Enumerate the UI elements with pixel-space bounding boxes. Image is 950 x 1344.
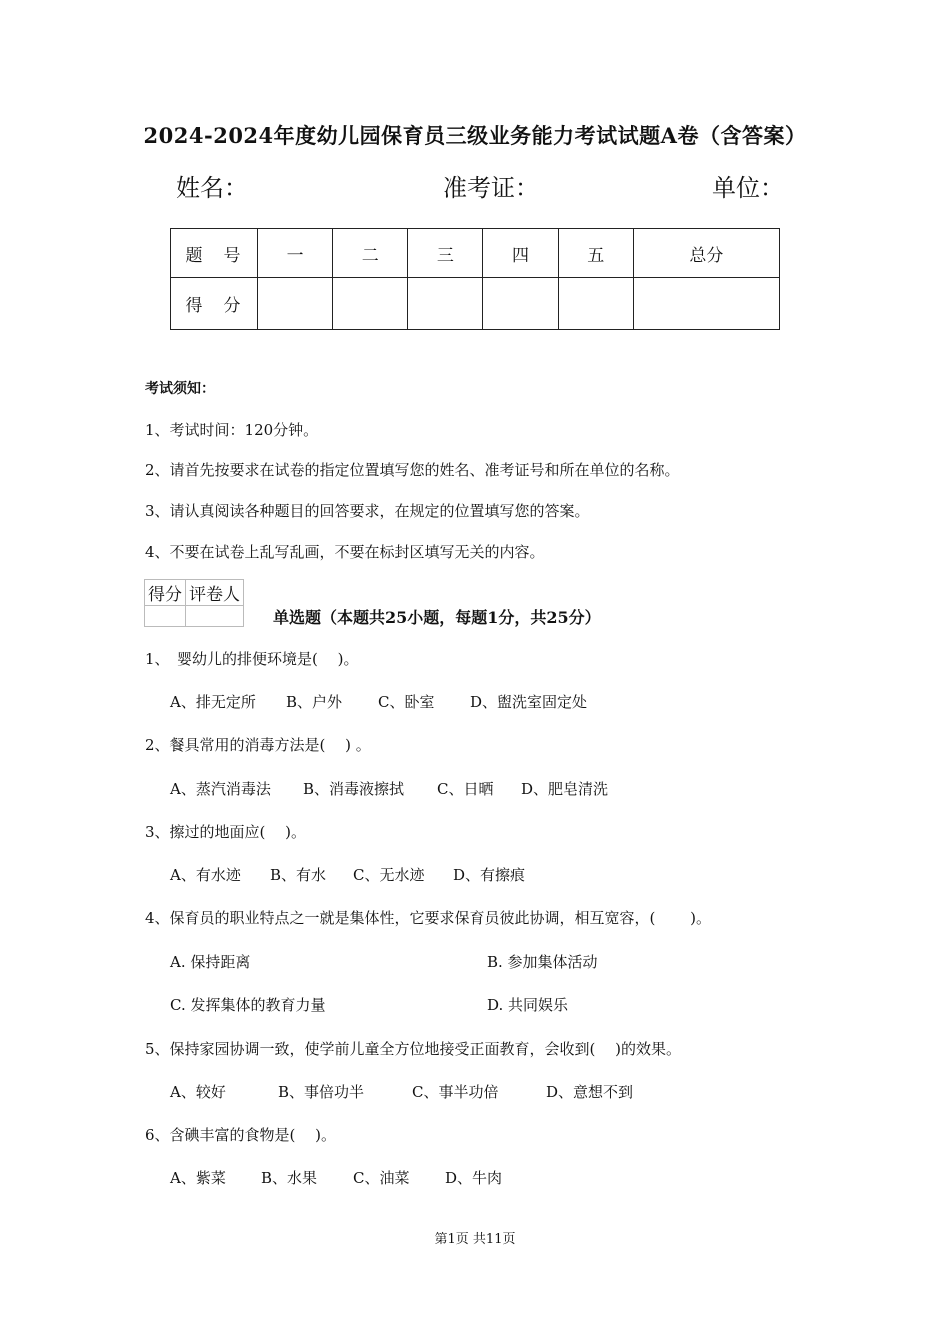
question-text: 4、保育员的职业特点之一就是集体性，它要求保育员彼此协调，相互宽容，( )。 — [145, 909, 712, 927]
option[interactable]: D、肥皂清洗 — [521, 780, 609, 798]
grader-score-label: 得分 — [145, 580, 186, 606]
notice-item: 2、请首先按要求在试卷的指定位置填写您的姓名、准考证号和所在单位的名称。 — [145, 461, 680, 479]
option[interactable]: A. 保持距离 — [170, 953, 251, 971]
notice-heading: 考试须知： — [145, 381, 215, 397]
notice-item: 3、请认真阅读各种题目的回答要求，在规定的位置填写您的答案。 — [145, 502, 590, 520]
score-label: 得 分 — [171, 278, 258, 330]
grader-score-cell[interactable] — [145, 606, 186, 627]
name-field-label: 姓名： — [176, 174, 248, 202]
option[interactable]: D、盥洗室固定处 — [470, 693, 588, 711]
exam-number-field-label: 准考证： — [443, 174, 539, 202]
column-1: 一 — [258, 229, 333, 278]
score-cell-3[interactable] — [408, 278, 483, 330]
option[interactable]: A、紫菜 — [170, 1169, 226, 1187]
option[interactable]: D. 共同娱乐 — [487, 996, 569, 1014]
unit-field-label: 单位： — [712, 174, 784, 202]
grader-reviewer-label: 评卷人 — [186, 580, 244, 606]
score-cell-total[interactable] — [633, 278, 779, 330]
option[interactable]: C、无水迹 — [353, 866, 425, 884]
notice-item: 4、不要在试卷上乱写乱画，不要在标封区填写无关的内容。 — [145, 543, 545, 561]
column-total: 总分 — [633, 229, 779, 278]
option[interactable]: D、牛肉 — [445, 1169, 503, 1187]
page-footer: 第1页 共11页 — [434, 1232, 516, 1247]
question-text: 6、含碘丰富的食物是( )。 — [145, 1126, 337, 1144]
score-cell-1[interactable] — [258, 278, 333, 330]
score-cell-4[interactable] — [483, 278, 558, 330]
option[interactable]: B、消毒液擦拭 — [303, 780, 405, 798]
option[interactable]: C、事半功倍 — [412, 1083, 499, 1101]
grader-reviewer-cell[interactable] — [186, 606, 244, 627]
score-table — [170, 228, 780, 330]
option[interactable]: C、日晒 — [437, 780, 494, 798]
score-table-score-row — [171, 278, 780, 330]
option[interactable]: B、水果 — [261, 1169, 318, 1187]
question-text: 2、餐具常用的消毒方法是( ) 。 — [145, 736, 371, 754]
grader-box — [144, 579, 244, 627]
notice-item: 1、考试时间：120分钟。 — [145, 421, 319, 439]
section-title: 单选题（本题共25小题，每题1分，共25分） — [273, 608, 601, 627]
score-table-header-row — [171, 229, 780, 278]
option[interactable]: D、有擦痕 — [453, 866, 526, 884]
question-text: 5、保持家园协调一致，使学前儿童全方位地接受正面教育，会收到( )的效果。 — [145, 1040, 682, 1058]
option[interactable]: C、油菜 — [353, 1169, 410, 1187]
question-text: 1、 婴幼儿的排便环境是( )。 — [145, 650, 359, 668]
question-number-label: 题 号 — [171, 229, 258, 278]
option[interactable]: B. 参加集体活动 — [487, 953, 598, 971]
column-3: 三 — [408, 229, 483, 278]
option[interactable]: B、有水 — [270, 866, 327, 884]
option[interactable]: A、排无定所 — [170, 693, 256, 711]
column-4: 四 — [483, 229, 558, 278]
option[interactable]: C、卧室 — [378, 693, 435, 711]
option[interactable]: B、户外 — [286, 693, 343, 711]
option[interactable]: D、意想不到 — [546, 1083, 634, 1101]
column-2: 二 — [333, 229, 408, 278]
score-cell-2[interactable] — [333, 278, 408, 330]
question-text: 3、擦过的地面应( )。 — [145, 823, 307, 841]
option[interactable]: A、蒸汽消毒法 — [170, 780, 271, 798]
page-title: 2024-2024年度幼儿园保育员三级业务能力考试试题A卷（含答案） — [143, 123, 807, 148]
option[interactable]: A、有水迹 — [170, 866, 241, 884]
option[interactable]: B、事倍功半 — [278, 1083, 365, 1101]
option[interactable]: A、较好 — [170, 1083, 226, 1101]
column-5: 五 — [558, 229, 633, 278]
option[interactable]: C. 发挥集体的教育力量 — [170, 996, 326, 1014]
score-cell-5[interactable] — [558, 278, 633, 330]
